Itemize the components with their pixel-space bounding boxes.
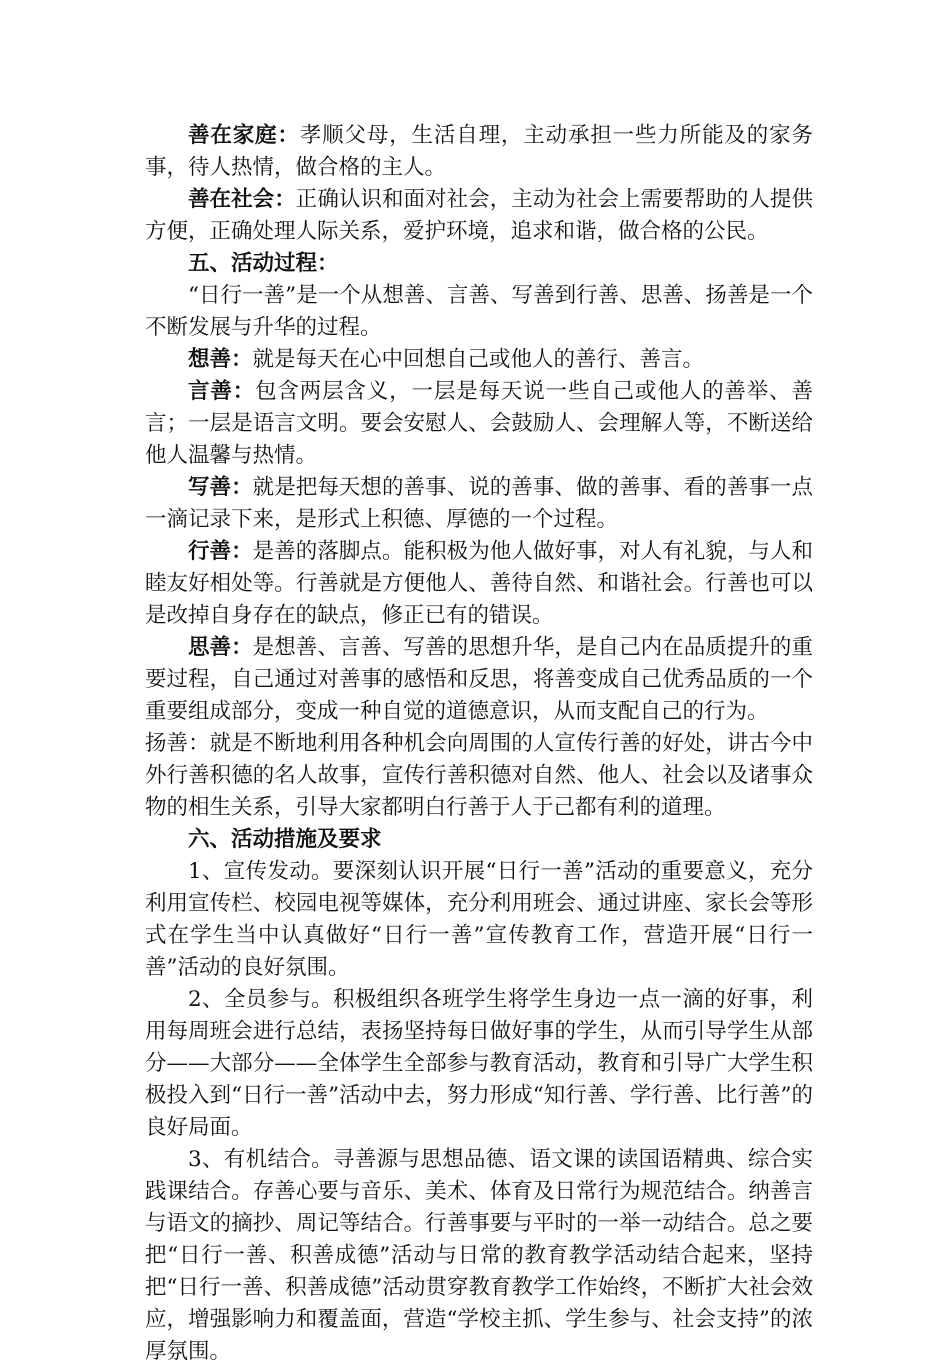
term-label: 写善： xyxy=(188,475,253,500)
term-label: 善在社会： xyxy=(188,187,296,212)
paragraph-society xyxy=(145,184,813,248)
paragraph-family xyxy=(145,120,813,184)
paragraph-text: 就是每天在心中回想自己或他人的善行、善言。 xyxy=(252,347,705,372)
term-label: 善在家庭： xyxy=(188,123,300,148)
paragraph-text: 是善的落脚点。能积极为他人做好事，对人有礼貌，与人和睦友好相处等。行善就是方便他人、善待自然、和谐社会。行善也可以是改掉自身存在的缺点，修正已有的错误。 xyxy=(145,539,813,628)
paragraph-measure-1: 1、宣传发动。要深刻认识开展“日行一善”活动的重要意义，充分利用宣传栏、校园电视等媒体，充分利用班会、通过讲座、家长会等形式在学生当中认真做好“日行一善”宣传教育工作，营造开展“日行一善”活动的良好氛围。 xyxy=(145,859,813,980)
term-label: 想善： xyxy=(188,347,253,372)
paragraph-write-good xyxy=(145,472,813,536)
paragraph-text: 就是把每天想的善事、说的善事、做的善事、看的善事一点一滴记录下来，是形式上积德、厚德的一个过程。 xyxy=(145,475,813,532)
paragraph-measure-3: 3、有机结合。寻善源与思想品德、语文课的读国语精典、综合实践课结合。存善心要与音乐、美术、体育及日常行为规范结合。纳善言与语文的摘抄、周记等结合。行善事要与平时的一举一动结合。总之要把“日行一善、积善成德”活动与日常的教育教学活动结合起来，坚持把“日行一善、积善成德”活动贯穿教育教学工作始终，不断扩大社会效应，增强影响力和覆盖面，营造“学校主抓、学生参与、社会支持”的浓厚氛围。 xyxy=(145,1147,813,1364)
paragraph-measure-2: 2、全员参与。积极组织各班学生将学生身边一点一滴的好事，利用每周班会进行总结，表扬坚持每日做好事的学生，从而引导学生从部分——大部分——全体学生全部参与教育活动，教育和引导广大学生积极投入到“日行一善”活动中去，努力形成“知行善、学行善、比行善”的良好局面。 xyxy=(145,987,813,1140)
document-body xyxy=(145,120,813,1368)
paragraph-process-intro: “日行一善”是一个从想善、言善、写善到行善、思善、扬善是一个不断发展与升华的过程。 xyxy=(145,283,813,340)
paragraph-reflect-good xyxy=(145,632,813,728)
paragraph-text: 孝顺父母，生活自理，主动承担一些力所能及的家务事，待人热情，做合格的主人。 xyxy=(145,123,813,180)
paragraph-promote-good: 扬善：就是不断地利用各种机会向周围的人宣传行善的好处，讲古今中外行善积德的名人故事，宣传行善积德对自然、他人、社会以及诸事众物的相生关系，引导大家都明白行善于人于己都有利的道理。 xyxy=(145,731,813,820)
term-label: 行善： xyxy=(188,539,253,564)
paragraph-text: 包含两层含义，一层是每天说一些自己或他人的善举、善言；一层是语言文明。要会安慰人、会鼓励人、会理解人等，不断送给他人温馨与热情。 xyxy=(145,379,813,468)
paragraph-think-good xyxy=(145,344,813,376)
paragraph-speak-good xyxy=(145,376,813,472)
section-heading-6: 六、活动措施及要求 xyxy=(188,827,382,852)
paragraph-text: 正确认识和面对社会，主动为社会上需要帮助的人提供方便，正确处理人际关系，爱护环境，追求和谐，做合格的公民。 xyxy=(145,187,813,244)
section-heading-5: 五、活动过程： xyxy=(188,251,339,276)
paragraph-do-good xyxy=(145,536,813,632)
paragraph-text: 是想善、言善、写善的思想升华，是自己内在品质提升的重要过程，自己通过对善事的感悟和反思，将善变成自己优秀品质的一个重要组成部分，变成一种自觉的道德意识，从而支配自己的行为。 xyxy=(145,635,813,724)
term-label: 言善： xyxy=(188,379,256,404)
term-label: 思善： xyxy=(188,635,253,660)
